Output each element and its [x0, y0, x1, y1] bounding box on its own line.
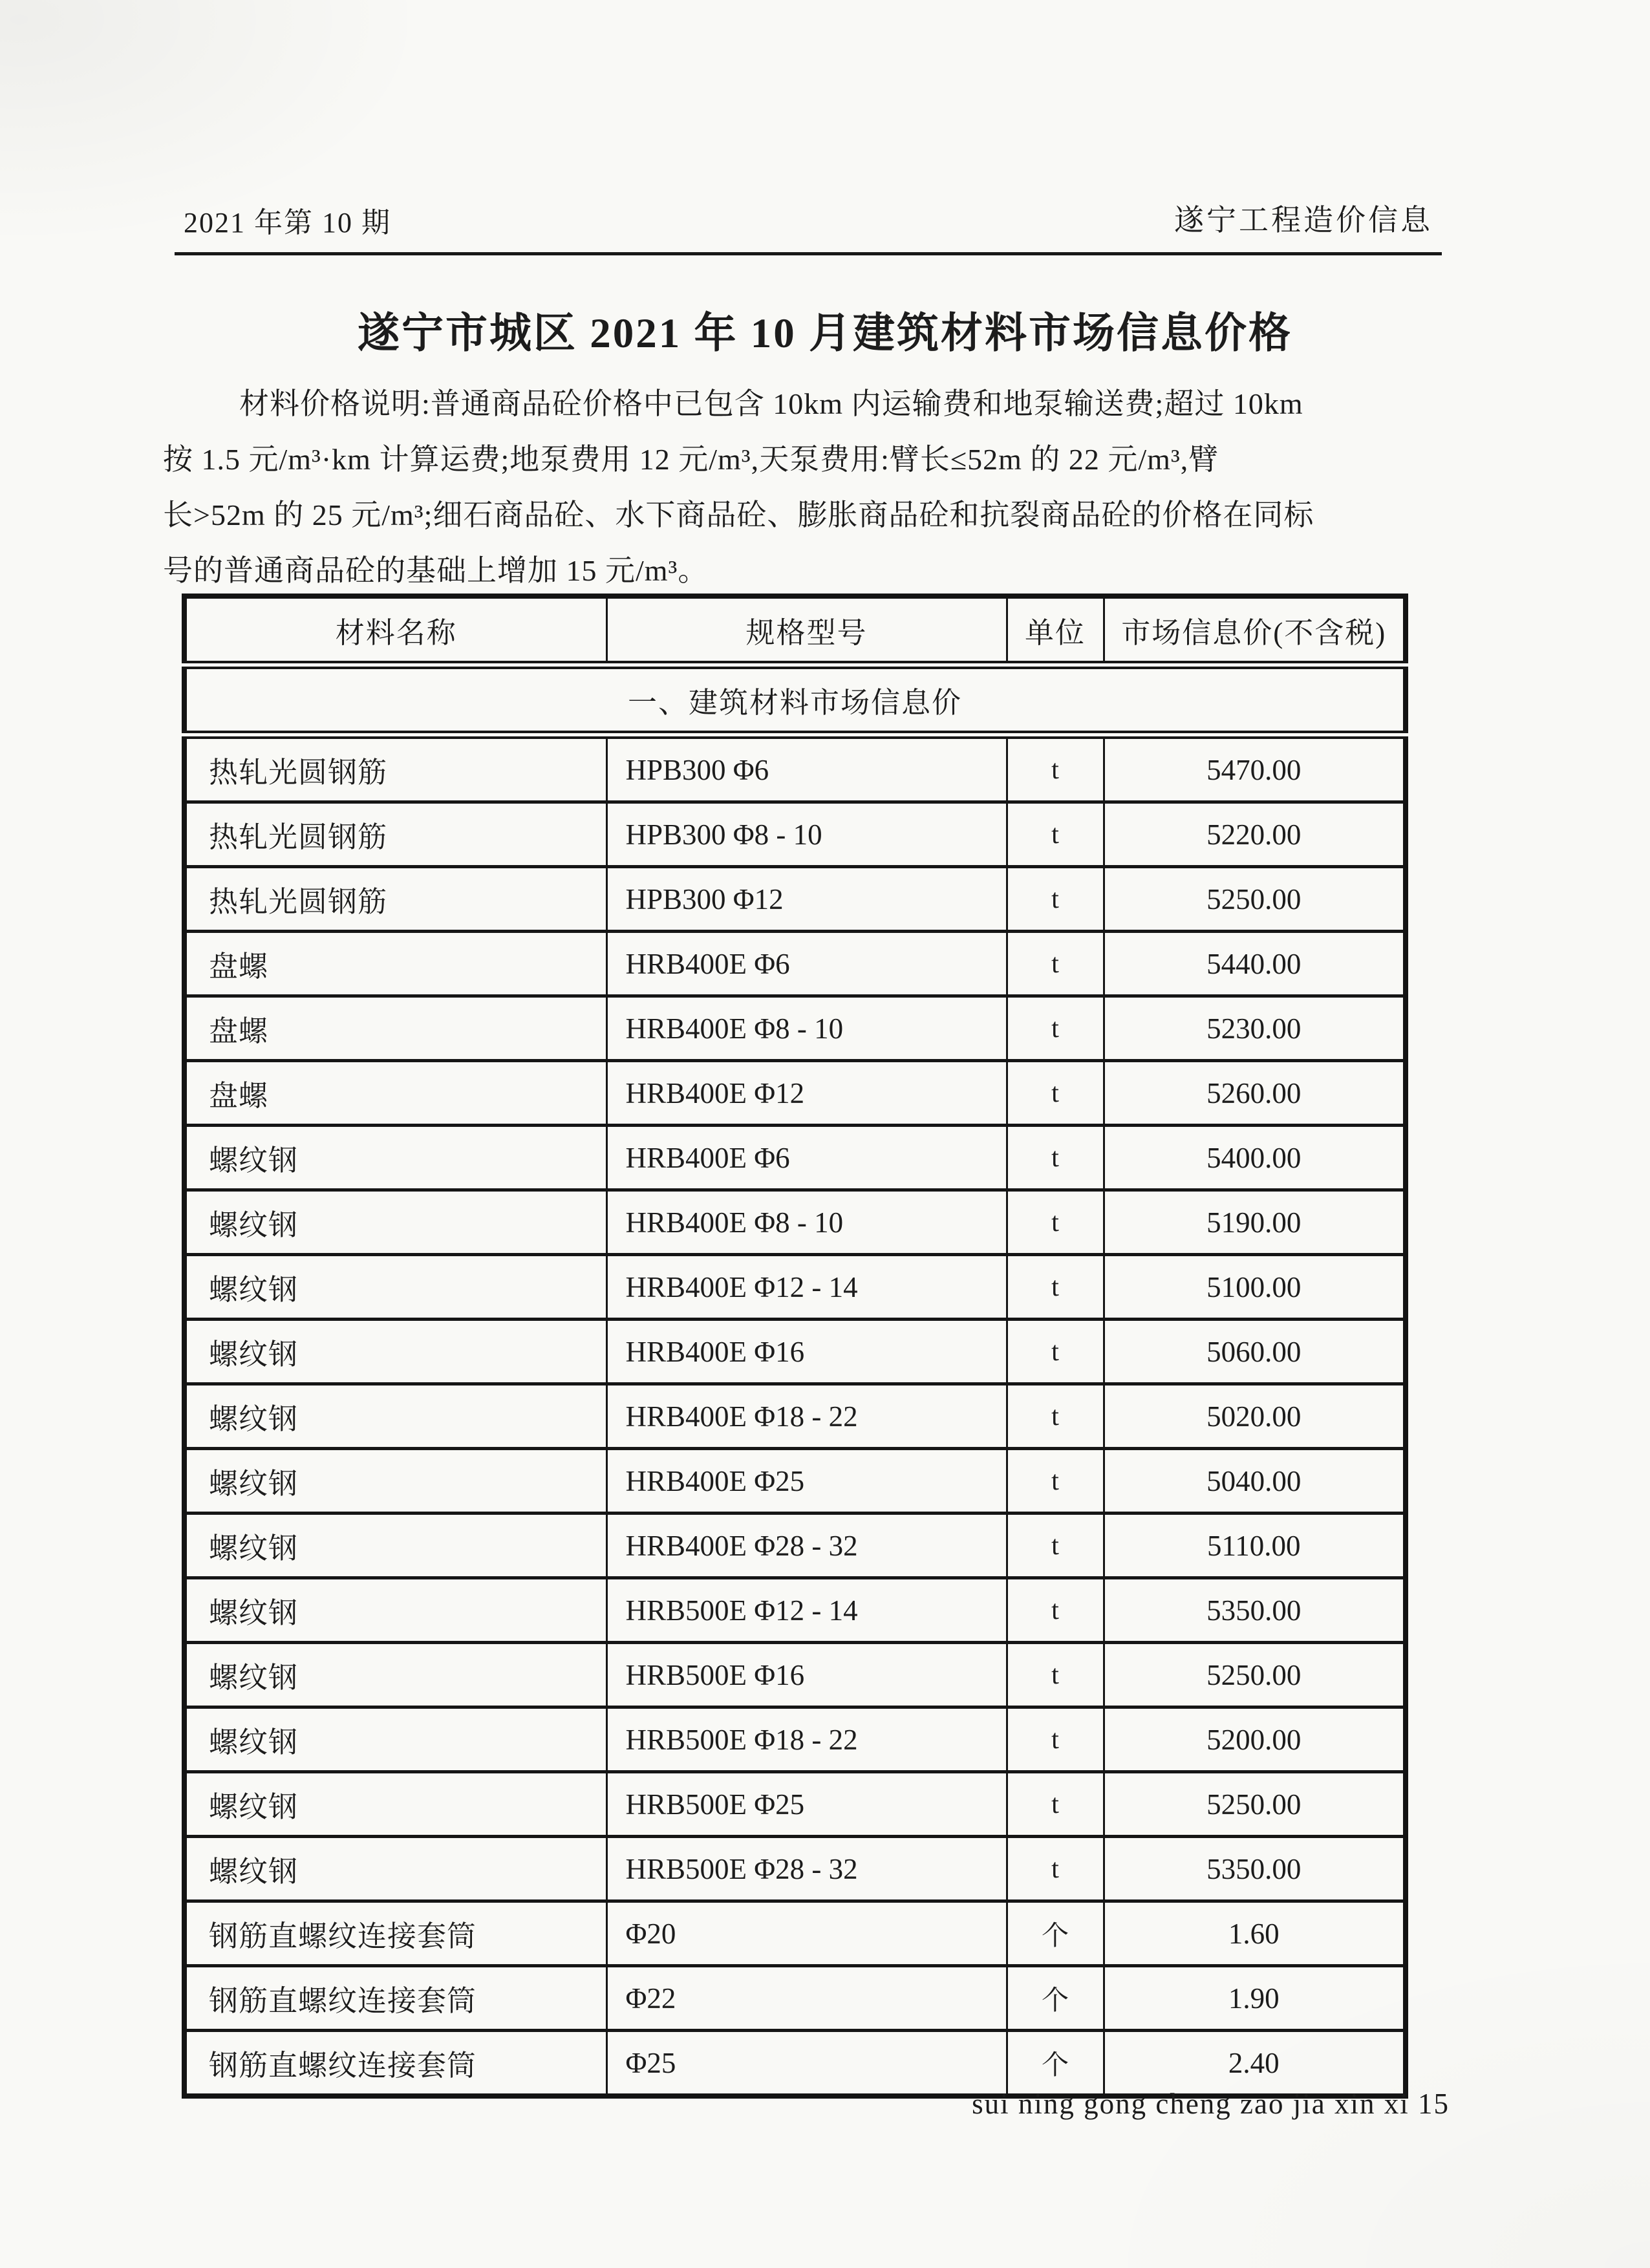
- cell-material-name: 螺纹钢: [184, 1514, 606, 1578]
- cell-material-name: 螺纹钢: [184, 1384, 606, 1449]
- cell-material-name: 螺纹钢: [184, 1707, 606, 1772]
- intro-paragraph: [163, 376, 1446, 599]
- cell-unit: t: [1007, 996, 1104, 1061]
- cell-spec: HRB500E Φ12 - 14: [606, 1578, 1007, 1643]
- cell-unit: t: [1007, 1707, 1104, 1772]
- cell-price: 5470.00: [1104, 735, 1406, 802]
- header-cell-price: 市场信息价(不含税): [1104, 596, 1406, 665]
- cell-material-name: 钢筋直螺纹连接套筒: [184, 1901, 606, 1966]
- table-row: [184, 1061, 1406, 1126]
- cell-spec: HRB400E Φ6: [606, 932, 1007, 996]
- cell-unit: t: [1007, 1837, 1104, 1901]
- cell-price: 1.60: [1104, 1901, 1406, 1966]
- cell-price: 5100.00: [1104, 1255, 1406, 1320]
- table-row: [184, 996, 1406, 1061]
- cell-material-name: 螺纹钢: [184, 1126, 606, 1190]
- table-row: [184, 1449, 1406, 1514]
- cell-unit: t: [1007, 1514, 1104, 1578]
- section-title: 一、建筑材料市场信息价: [184, 665, 1406, 735]
- cell-spec: HRB400E Φ25: [606, 1449, 1007, 1514]
- cell-material-name: 盘螺: [184, 996, 606, 1061]
- table-section-row: [184, 665, 1406, 735]
- cell-spec: Φ22: [606, 1966, 1007, 2031]
- cell-material-name: 热轧光圆钢筋: [184, 735, 606, 802]
- header-cell-unit: 单位: [1007, 596, 1104, 665]
- cell-price: 5200.00: [1104, 1707, 1406, 1772]
- cell-unit: 个: [1007, 2031, 1104, 2097]
- masthead-journal: 遂宁工程造价信息: [1174, 204, 1433, 237]
- cell-spec: HRB500E Φ18 - 22: [606, 1707, 1007, 1772]
- cell-price: 5400.00: [1104, 1126, 1406, 1190]
- intro-line-1: 材料价格说明:普通商品砼价格中已包含 10km 内运输费和地泵输送费;超过 10km: [239, 387, 1303, 420]
- cell-material-name: 螺纹钢: [184, 1578, 606, 1643]
- table-row: [184, 1320, 1406, 1384]
- cell-price: 5350.00: [1104, 1837, 1406, 1901]
- cell-unit: t: [1007, 735, 1104, 802]
- table-header-row: [184, 596, 1406, 665]
- cell-price: 5250.00: [1104, 867, 1406, 932]
- intro-line-2: 按 1.5 元/m³·km 计算运费;地泵费用 12 元/m³,天泵费用:臂长≤52m 的 22 元/m³,臂: [163, 443, 1219, 476]
- table-row: [184, 932, 1406, 996]
- cell-material-name: 热轧光圆钢筋: [184, 867, 606, 932]
- cell-unit: t: [1007, 1190, 1104, 1255]
- cell-unit: t: [1007, 1320, 1104, 1384]
- cell-spec: HRB400E Φ8 - 10: [606, 996, 1007, 1061]
- cell-material-name: 螺纹钢: [184, 1772, 606, 1837]
- table-row: [184, 1707, 1406, 1772]
- cell-unit: t: [1007, 1578, 1104, 1643]
- cell-spec: HRB500E Φ28 - 32: [606, 1837, 1007, 1901]
- cell-material-name: 螺纹钢: [184, 1255, 606, 1320]
- masthead-issue: 2021 年第 10 期: [184, 207, 391, 239]
- page-title: 遂宁市城区 2021 年 10 月建筑材料市场信息价格: [357, 310, 1292, 357]
- table-row: [184, 1643, 1406, 1707]
- header-cell-material-name: 材料名称: [184, 596, 606, 665]
- table-row: [184, 867, 1406, 932]
- cell-spec: HRB500E Φ25: [606, 1772, 1007, 1837]
- table-row: [184, 802, 1406, 867]
- table-row: [184, 735, 1406, 802]
- table-body: [184, 735, 1406, 2097]
- cell-material-name: 螺纹钢: [184, 1320, 606, 1384]
- cell-spec: HPB300 Φ8 - 10: [606, 802, 1007, 867]
- cell-spec: Φ20: [606, 1901, 1007, 1966]
- cell-unit: t: [1007, 802, 1104, 867]
- intro-line-3: 长>52m 的 25 元/m³;细石商品砼、水下商品砼、膨胀商品砼和抗裂商品砼的价格在同标: [163, 498, 1314, 531]
- table-row: [184, 1966, 1406, 2031]
- cell-material-name: 钢筋直螺纹连接套筒: [184, 1966, 606, 2031]
- page-footer: sui ning gong cheng zao jia xin xi 15: [972, 2088, 1450, 2120]
- cell-price: 5250.00: [1104, 1643, 1406, 1707]
- masthead-rule: [175, 252, 1442, 255]
- header-cell-spec: 规格型号: [606, 596, 1007, 665]
- cell-spec: HRB400E Φ18 - 22: [606, 1384, 1007, 1449]
- cell-price: 5110.00: [1104, 1514, 1406, 1578]
- cell-unit: 个: [1007, 1901, 1104, 1966]
- cell-spec: HRB400E Φ12 - 14: [606, 1255, 1007, 1320]
- cell-price: 5020.00: [1104, 1384, 1406, 1449]
- cell-spec: HRB400E Φ28 - 32: [606, 1514, 1007, 1578]
- cell-material-name: 钢筋直螺纹连接套筒: [184, 2031, 606, 2097]
- cell-spec: Φ25: [606, 2031, 1007, 2097]
- cell-price: 5220.00: [1104, 802, 1406, 867]
- cell-price: 5350.00: [1104, 1578, 1406, 1643]
- table-row: [184, 1190, 1406, 1255]
- table-row: [184, 1772, 1406, 1837]
- table-row: [184, 1126, 1406, 1190]
- cell-price: 5060.00: [1104, 1320, 1406, 1384]
- cell-material-name: 盘螺: [184, 1061, 606, 1126]
- cell-unit: t: [1007, 1255, 1104, 1320]
- table-row: [184, 1901, 1406, 1966]
- cell-price: 5230.00: [1104, 996, 1406, 1061]
- cell-material-name: 螺纹钢: [184, 1837, 606, 1901]
- table-row: [184, 1255, 1406, 1320]
- cell-unit: 个: [1007, 1966, 1104, 2031]
- cell-material-name: 热轧光圆钢筋: [184, 802, 606, 867]
- cell-unit: t: [1007, 1449, 1104, 1514]
- cell-unit: t: [1007, 867, 1104, 932]
- cell-price: 5260.00: [1104, 1061, 1406, 1126]
- cell-spec: HPB300 Φ12: [606, 867, 1007, 932]
- intro-line-4: 号的普通商品砼的基础上增加 15 元/m³。: [163, 554, 709, 587]
- cell-price: 2.40: [1104, 2031, 1406, 2097]
- cell-spec: HRB400E Φ6: [606, 1126, 1007, 1190]
- cell-unit: t: [1007, 932, 1104, 996]
- table-row: [184, 1514, 1406, 1578]
- cell-material-name: 螺纹钢: [184, 1643, 606, 1707]
- cell-material-name: 螺纹钢: [184, 1190, 606, 1255]
- cell-unit: t: [1007, 1061, 1104, 1126]
- cell-material-name: 盘螺: [184, 932, 606, 996]
- cell-unit: t: [1007, 1643, 1104, 1707]
- cell-material-name: 螺纹钢: [184, 1449, 606, 1514]
- cell-unit: t: [1007, 1126, 1104, 1190]
- table-row: [184, 1384, 1406, 1449]
- cell-price: 1.90: [1104, 1966, 1406, 2031]
- table-row: [184, 1578, 1406, 1643]
- cell-spec: HRB400E Φ8 - 10: [606, 1190, 1007, 1255]
- table-row: [184, 2031, 1406, 2097]
- price-table: [182, 594, 1408, 2099]
- cell-spec: HRB500E Φ16: [606, 1643, 1007, 1707]
- cell-unit: t: [1007, 1384, 1104, 1449]
- cell-price: 5040.00: [1104, 1449, 1406, 1514]
- cell-spec: HRB400E Φ16: [606, 1320, 1007, 1384]
- cell-spec: HPB300 Φ6: [606, 735, 1007, 802]
- cell-price: 5440.00: [1104, 932, 1406, 996]
- table-row: [184, 1837, 1406, 1901]
- cell-spec: HRB400E Φ12: [606, 1061, 1007, 1126]
- cell-price: 5190.00: [1104, 1190, 1406, 1255]
- cell-unit: t: [1007, 1772, 1104, 1837]
- cell-price: 5250.00: [1104, 1772, 1406, 1837]
